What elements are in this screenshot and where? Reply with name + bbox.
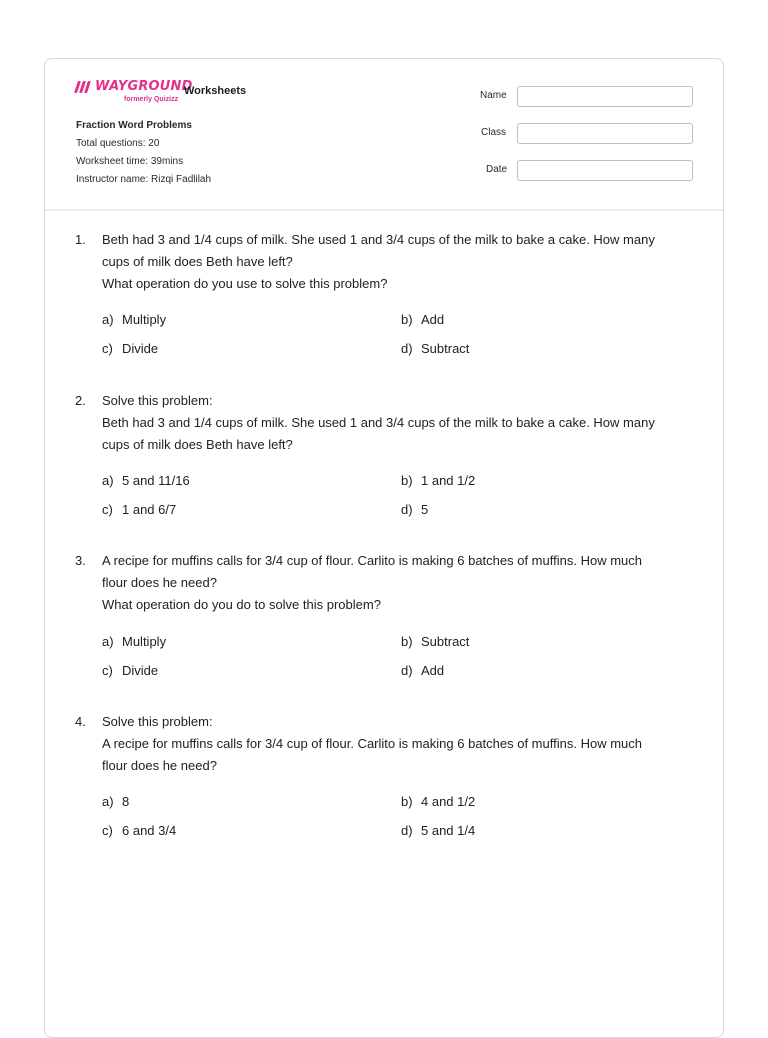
- option-a[interactable]: a) 8: [102, 794, 130, 809]
- question-line: Solve this problem:: [102, 393, 213, 408]
- logo-mark-icon: [76, 81, 89, 93]
- option-b[interactable]: b) Add: [401, 312, 445, 327]
- question-line: flour does he need?: [102, 758, 217, 773]
- question-line: Beth had 3 and 1/4 cups of milk. She used 1 and 3/4 cups of the milk to bake a cake. How many: [102, 415, 655, 430]
- worksheet-title: Fraction Word Problems: [76, 120, 192, 131]
- question-line: What operation do you use to solve this problem?: [102, 276, 388, 291]
- worksheet-header: [45, 59, 723, 211]
- option-a[interactable]: a) Multiply: [102, 634, 167, 649]
- question-text: [102, 711, 682, 777]
- name-field[interactable]: [517, 86, 693, 107]
- class-label: Class: [481, 127, 507, 138]
- option-d[interactable]: d) 5 and 1/4: [401, 823, 476, 838]
- question-line: What operation do you do to solve this problem?: [102, 597, 381, 612]
- question-number: 1.: [75, 232, 86, 247]
- class-field[interactable]: [517, 123, 693, 144]
- question-text: [102, 390, 682, 456]
- question-number: 2.: [75, 393, 86, 408]
- worksheet-meta: [76, 117, 211, 189]
- question-line: flour does he need?: [102, 575, 217, 590]
- total-questions: Total questions: 20: [76, 138, 160, 149]
- option-b[interactable]: b) 4 and 1/2: [401, 794, 476, 809]
- option-d[interactable]: d) Add: [401, 663, 445, 678]
- option-a[interactable]: a) Multiply: [102, 312, 167, 327]
- question-line: A recipe for muffins calls for 3/4 cup of flour. Carlito is making 6 batches of muffins. How much: [102, 736, 642, 751]
- date-field[interactable]: [517, 160, 693, 181]
- option-b[interactable]: b) 1 and 1/2: [401, 473, 476, 488]
- question-line: cups of milk does Beth have left?: [102, 254, 293, 269]
- name-label: Name: [480, 90, 507, 101]
- question-line: cups of milk does Beth have left?: [102, 437, 293, 452]
- question-number: 4.: [75, 714, 86, 729]
- date-label: Date: [486, 164, 508, 175]
- question-text: [102, 229, 682, 295]
- brand-subtitle: formerly Quizizz: [124, 96, 179, 103]
- option-c[interactable]: c) Divide: [102, 663, 159, 678]
- option-d[interactable]: d) 5: [401, 502, 429, 517]
- question-line: Beth had 3 and 1/4 cups of milk. She used 1 and 3/4 cups of the milk to bake a cake. How many: [102, 232, 655, 247]
- question-line: A recipe for muffins calls for 3/4 cup of flour. Carlito is making 6 batches of muffins. How much: [102, 553, 642, 568]
- worksheet-page: [44, 58, 724, 1038]
- question-line: Solve this problem:: [102, 714, 213, 729]
- option-c[interactable]: c) 6 and 3/4: [102, 823, 177, 838]
- option-c[interactable]: c) 1 and 6/7: [102, 502, 177, 517]
- option-b[interactable]: b) Subtract: [401, 634, 470, 649]
- worksheet-time: Worksheet time: 39mins: [76, 156, 184, 167]
- section-label: Worksheets: [184, 85, 247, 97]
- option-c[interactable]: c) Divide: [102, 341, 159, 356]
- option-d[interactable]: d) Subtract: [401, 341, 470, 356]
- option-a[interactable]: a) 5 and 11/16: [102, 473, 190, 488]
- brand-name: WAYGROUND: [95, 79, 193, 94]
- question-number: 3.: [75, 553, 86, 568]
- question-text: [102, 550, 682, 616]
- instructor-name: Instructor name: Rizqi Fadlilah: [76, 174, 212, 185]
